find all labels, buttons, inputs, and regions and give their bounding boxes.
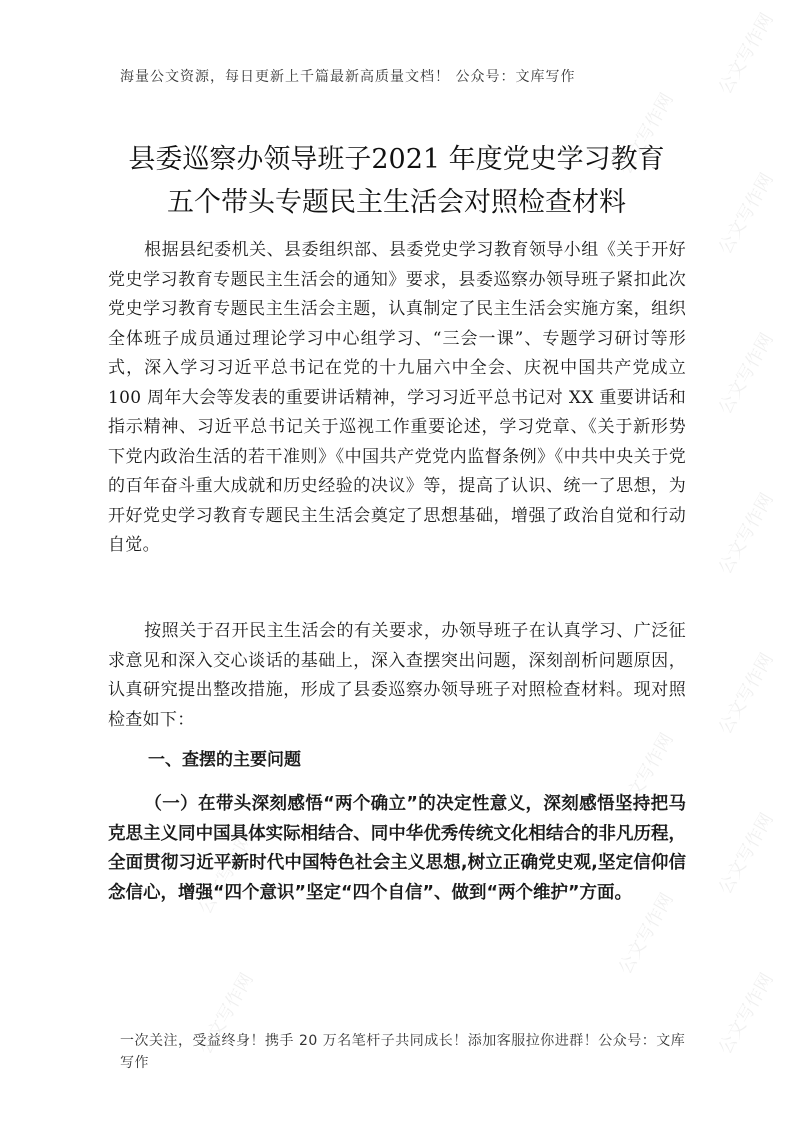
paragraph-2-text: 按照关于召开民主生活会的有关要求，办领导班子在认真学习、广泛征求意见和深入交心谈话的基础上，深入查摆突出问题，深刻剖析问题原因，认真研究提出整改措施，形成了县委巡察办领导班子对照检查材料。现对照检查如下： — [108, 621, 686, 730]
watermark: 公文写作网 — [714, 9, 778, 98]
section-heading-1: 一、查摆的主要问题 — [148, 750, 301, 770]
paragraph-1-text: 根据县纪委机关、县委组织部、县委党史学习教育领导小组《关于开好党史学习教育专题民主生活会的通知》要求，县委巡察办领导班子紧扣此次党史学习教育专题民主生活会主题，认真制定了民主生活会实施方案，组织全体班子成员通过理论学习中心组学习、“三会一课”、专题学习研讨等形式，深入学习习近平总书记在党的十九届六中全会、庆祝中国共产党成立 100 周年大会等发表的重要讲话精神，学习习近平总书记对 XX 重要讲话和指示精神、习近平总书记关于巡视工作重要论述，学习党章、《关于新形势下党内政治生活的若干准则》《中国共产党党内监督条例》《中共中央关于党的百年奋斗重大成就和历史经验的决议》等，提高了认识、统一了思想，为开好党史学习教育专题民主生活会奠定了思想基础，增强了政治自觉和行动自觉。 — [108, 240, 686, 555]
watermark: 公文写作网 — [614, 889, 678, 978]
paragraph-3-text: （一）在带头深刻感悟“两个确立”的决定性意义，深刻感悟坚持把马克思主义同中国具体实际相结合、同中华优秀传统文化相结合的非凡历程，全面贯彻习近平新时代中国特色社会主义思想,树立正确党史观,坚定信仰信念信心，增强“四个意识”坚定“四个自信”、做到“两个维护”方面。 — [108, 794, 686, 903]
body-paragraph-3 — [108, 790, 686, 908]
watermark: 公文写作网 — [714, 489, 778, 578]
watermark: 公文写作网 — [714, 969, 778, 1058]
footer-promo-note: 一次关注，受益终身！携手 20 万名笔杆子共同成长！添加客服拉你进群！公众号：文库写作 — [120, 1033, 686, 1071]
document-title — [60, 138, 733, 224]
watermark: 公文写作网 — [714, 329, 778, 418]
title-line-2: 五个带头专题民主生活会对照检查材料 — [167, 187, 626, 218]
watermark: 公文写作网 — [614, 729, 678, 818]
title-line-1: 县委巡察办领导班子2021 年度党史学习教育 — [128, 144, 665, 175]
watermark: 公文写作网 — [194, 969, 258, 1058]
watermark: 公文写作网 — [714, 809, 778, 898]
watermark: 公文写作网 — [194, 829, 258, 918]
watermark: 公文写作网 — [714, 649, 778, 738]
body-paragraph-1 — [108, 236, 686, 561]
body-paragraph-2 — [108, 617, 686, 735]
header-promo-note: 海量公文资源，每日更新上千篇最新高质量文档！ 公众号：文库写作 — [120, 69, 576, 85]
watermark: 公文写作网 — [714, 169, 778, 258]
watermark: 公文写作网 — [614, 89, 678, 178]
